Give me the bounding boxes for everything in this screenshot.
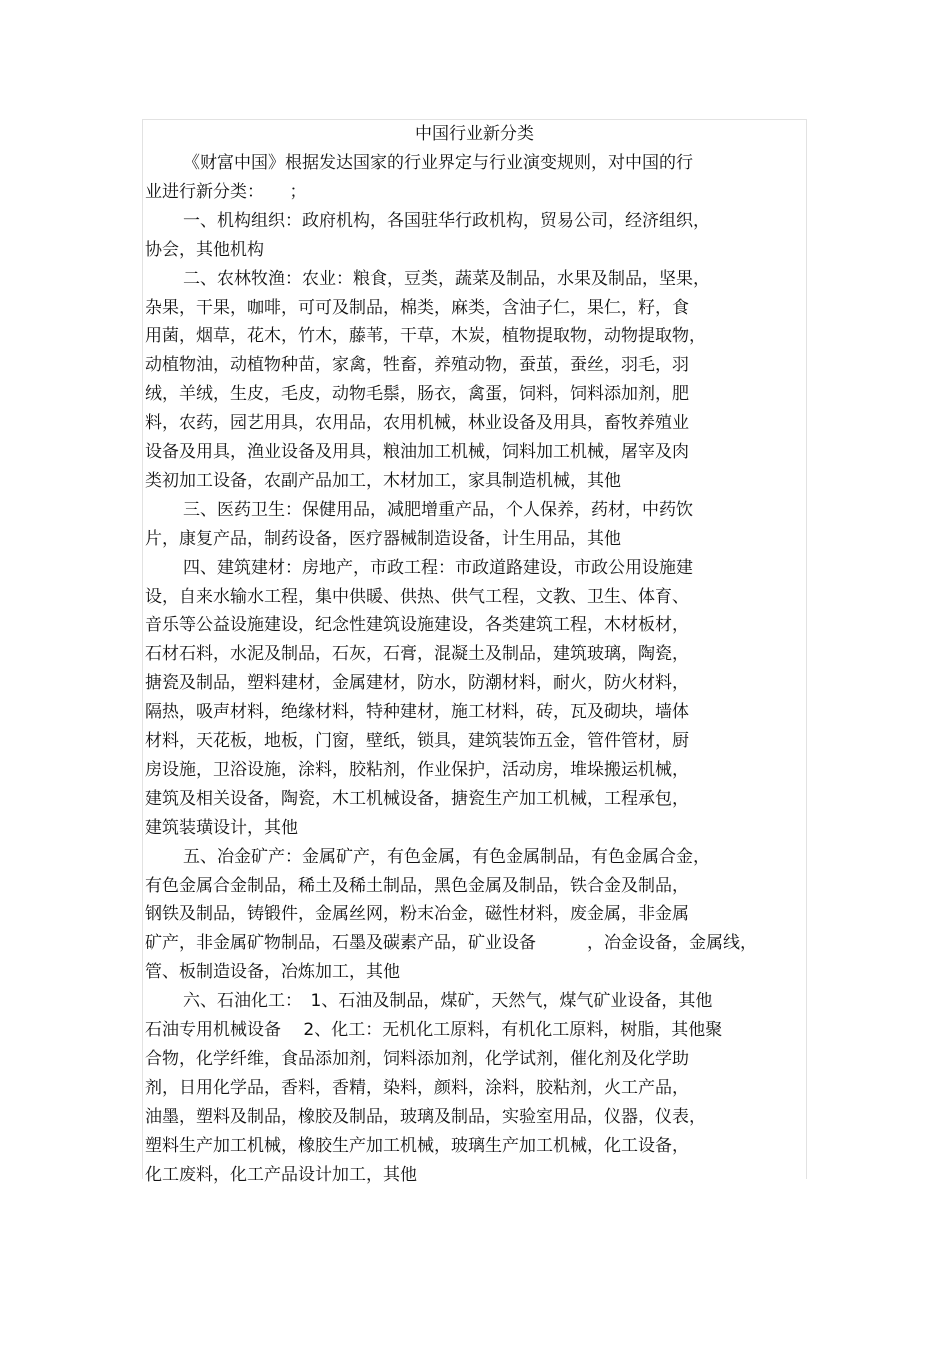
text-line: 钢铁及制品，铸锻件，金属丝网，粉末冶金，磁性材料，废金属，非金属	[145, 904, 689, 925]
text-line: 有色金属合金制品，稀土及稀土制品，黑色金属及制品，铁合金及制品，	[145, 875, 689, 896]
text-line: 设备及用具，渔业设备及用具，粮油加工机械，饲料加工机械，屠宰及肉	[145, 442, 689, 462]
text-line: 《财富中国》根据发达国家的行业界定与行业演变规则，对中国的行	[183, 153, 693, 173]
text-line: 音乐等公益设施建设，纪念性建筑设施建设，各类建筑工程，木材板材，	[145, 615, 689, 636]
text-line: 六、石油化工： 1、石油及制品，煤矿，天然气，煤气矿业设备，其他	[183, 991, 713, 1012]
text-line: 类初加工设备，农副产品加工，木材加工，家具制造机械，其他	[145, 470, 621, 491]
text-line: 协会，其他机构	[145, 239, 264, 260]
text-line: 油墨，塑料及制品，橡胶及制品，玻璃及制品，实验室用品，仪器，仪表，	[145, 1106, 706, 1127]
text-line: 建筑装璜设计，其他	[145, 817, 298, 838]
text-line: 建筑及相关设备，陶瓷，木工机械设备，搪瓷生产加工机械，工程承包，	[145, 788, 689, 809]
text-line: 材料，天花板，地板，门窗，壁纸，锁具，建筑装饰五金，管件管材，厨	[145, 731, 689, 751]
text-line: 矿产，非金属矿物制品，石墨及碳素产品，矿业设备 ，冶金设备，金属线，	[145, 933, 757, 954]
text-line: 管、板制造设备，冶炼加工，其他	[145, 962, 400, 983]
text-line: 房设施，卫浴设施，涂料，胶粘剂，作业保护，活动房，堆垛搬运机械，	[145, 759, 689, 780]
text-line: 合物，化学纤维，食品添加剂，饲料添加剂，化学试剂，催化剂及化学助	[145, 1048, 689, 1069]
text-line: 四、建筑建材：房地产，市政工程：市政道路建设，市政公用设施建	[183, 557, 693, 578]
page-title: 中国行业新分类	[415, 124, 534, 144]
text-line: 二、农林牧渔：农业：粮食，豆类，蔬菜及制品，水果及制品，坚果，	[183, 268, 710, 289]
text-line: 动植物油，动植物种苗，家禽，牲畜，养殖动物，蚕茧，蚕丝，羽毛，羽	[145, 355, 689, 376]
text-line: 片，康复产品，制药设备，医疗器械制造设备，计生用品，其他	[145, 528, 621, 549]
text-line: 用菌，烟草，花木，竹木，藤苇，干草，木炭，植物提取物，动物提取物，	[145, 326, 706, 347]
text-line: 一、机构组织：政府机构，各国驻华行政机构，贸易公司，经济组织，	[183, 210, 710, 231]
text-line: 搪瓷及制品，塑料建材，金属建材，防水，防潮材料，耐火，防火材料，	[145, 673, 689, 694]
text-line: 化工废料，化工产品设计加工，其他	[145, 1164, 417, 1185]
text-line: 三、医药卫生：保健用品，减肥增重产品，个人保养，药材，中药饮	[183, 499, 693, 520]
text-line: 石材石料，水泥及制品，石灰，石膏，混凝土及制品，建筑玻璃，陶瓷，	[145, 644, 689, 665]
text-line: 料，农药，园艺用具，农用品，农用机械，林业设备及用具，畜牧养殖业	[145, 413, 689, 434]
text-line: 杂果，干果，咖啡，可可及制品，棉类，麻类，含油子仁，果仁，籽，食	[145, 297, 689, 318]
text-line: 业进行新分类： ；	[145, 181, 307, 202]
text-line: 隔热，吸声材料，绝缘材料，特种建材，施工材料，砖，瓦及砌块，墙体	[145, 702, 689, 723]
text-line: 剂，日用化学品，香料，香精，染料，颜料，涂料，胶粘剂，火工产品，	[145, 1077, 689, 1098]
text-line: 设，自来水输水工程，集中供暖、供热、供气工程，文教、卫生、体育、	[145, 586, 689, 607]
text-line: 石油专用机械设备 2、化工：无机化工原料，有机化工原料，树脂，其他聚	[145, 1020, 723, 1040]
text-line: 塑料生产加工机械，橡胶生产加工机械，玻璃生产加工机械，化工设备，	[145, 1135, 689, 1156]
text-line: 五、冶金矿产：金属矿产，有色金属，有色金属制品，有色金属合金，	[183, 846, 710, 867]
text-line: 绒，羊绒，生皮，毛皮，动物毛鬃，肠衣，禽蛋，饲料，饲料添加剂，肥	[145, 384, 689, 405]
